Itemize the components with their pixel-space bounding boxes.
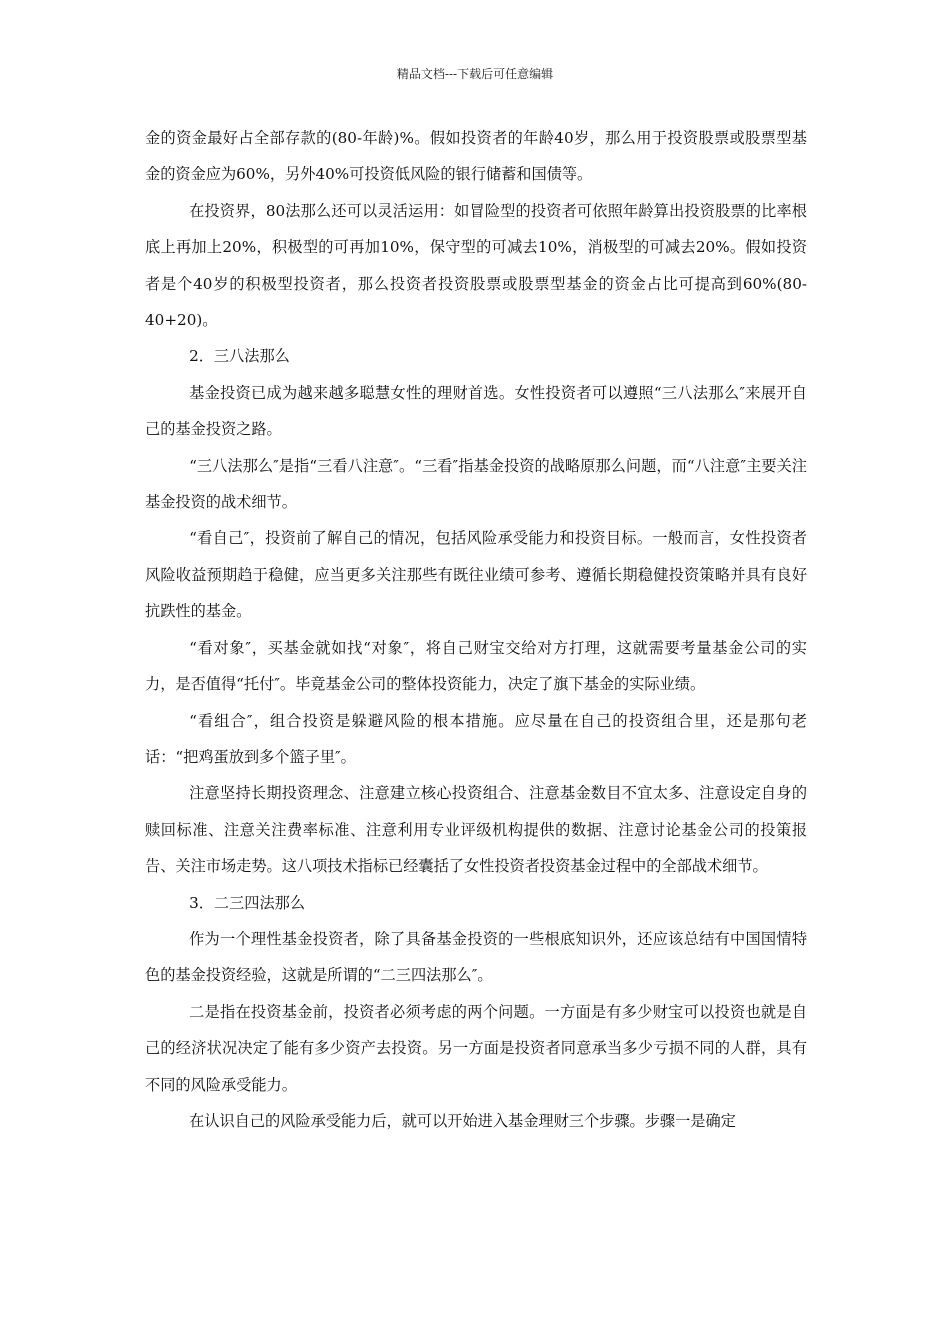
paragraph: 基金投资已成为越来越多聪慧女性的理财首选。女性投资者可以遵照“三八法那么″来展开自己的基金投资之路。 [145,383,807,439]
paragraph-continued: 金的资金最好占全部存款的(80-年龄)%。假如投资者的年龄40岁，那么用于投资股票或股票型基金的资金应为60%，另外40%可投资低风险的银行储蓄和国债等。 [145,129,807,184]
page-header: 精品文档---下载后可任意编辑 [396,67,554,81]
paragraph: 二是指在投资基金前，投资者必须考虑的两个问题。一方面是有多少财宝可以投资也就是自己的经济状况决定了能有多少资产去投资。另一方面是投资者同意承当多少亏损不同的人群，具有不同的风险承受能力。 [145,1002,807,1094]
paragraph: 注意坚持长期投资理念、注意建立核心投资组合、注意基金数目不宜太多、注意设定自身的赎回标准、注意关注费率标准、注意利用专业评级机构提供的数据、注意讨论基金公司的投策报告、关注市场走势。这八项技术指标已经囊括了女性投资者投资基金过程中的全部战术细节。 [145,784,807,876]
paragraph: 在认识自己的风险承受能力后，就可以开始进入基金理财三个步骤。步骤一是确定 [189,1111,736,1130]
section-heading: 2．三八法那么 [189,347,290,366]
paragraph: “看对象″，买基金就如找“对象″，将自己财宝交给对方打理，这就需要考量基金公司的实力，是否值得“托付″。毕竟基金公司的整体投资能力，决定了旗下基金的实际业绩。 [145,638,807,694]
paragraph: “看自己″，投资前了解自己的情况，包括风险承受能力和投资目标。一般而言，女性投资者风险收益预期趋于稳健，应当更多关注那些有既往业绩可参考、遵循长期稳健投资策略并具有良好抗跌性的基金。 [145,529,807,621]
paragraph: 作为一个理性基金投资者，除了具备基金投资的一些根底知识外，还应该总结有中国国情特色的基金投资经验，这就是所谓的“二三四法那么″。 [145,929,807,985]
paragraph: “看组合″，组合投资是躲避风险的根本措施。应尽量在自己的投资组合里，还是那句老话：“把鸡蛋放到多个篮子里″。 [145,711,807,766]
document-body [145,120,807,1139]
paragraph: “三八法那么″是指“三看八注意″。“三看″指基金投资的战略原那么问题，而“八注意″主要关注基金投资的战术细节。 [145,456,807,512]
section-heading: 3．二三四法那么 [189,893,306,912]
paragraph: 在投资界，80法那么还可以灵活运用：如冒险型的投资者可依照年龄算出投资股票的比率根底上再加上20%，积极型的可再加10%，保守型的可减去10%，消极型的可减去20%。假如投资者是个40岁的积极型投资者，那么投资者投资股票或股票型基金的资金占比可提高到60%(80-40+20)。 [145,201,807,330]
